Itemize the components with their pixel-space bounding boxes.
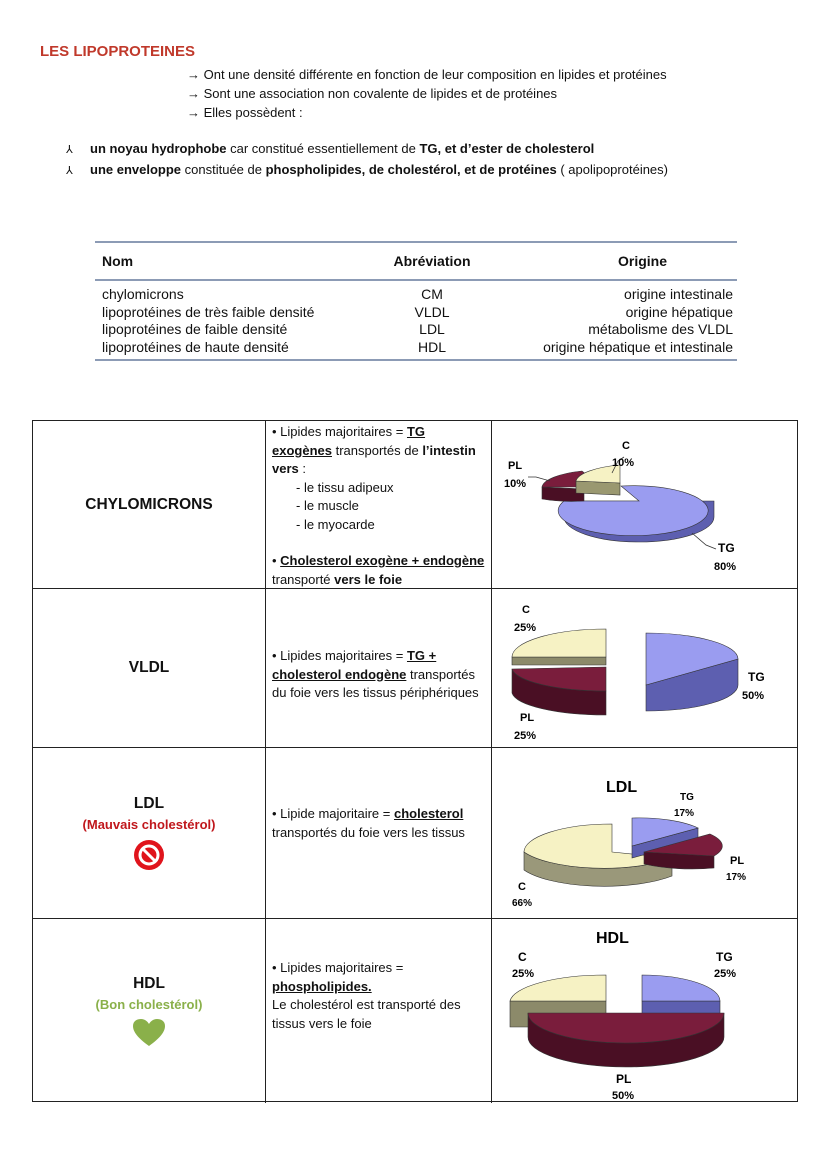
composition-list <box>66 139 668 181</box>
cell-nom: lipoprotéines de très faible densité <box>102 303 315 320</box>
chart-cell <box>492 589 797 747</box>
name-cell <box>33 748 266 918</box>
label-pl: PL <box>730 855 745 867</box>
vldl-pie-chart <box>492 589 798 748</box>
desc-strong: l’intestin vers <box>272 442 476 476</box>
target-item: - le muscle <box>296 498 359 513</box>
cell-abreviation: CM <box>421 286 443 302</box>
label-pl-value: 10% <box>504 478 527 490</box>
chart-cell <box>492 919 797 1103</box>
label-c: C <box>522 604 530 616</box>
cell-origine: origine hépatique et intestinale <box>543 338 733 355</box>
table-header <box>95 243 737 279</box>
cell-nom: chylomicrons <box>102 286 184 302</box>
hdl-subtitle: (Bon cholestérol) <box>95 996 203 1012</box>
row-name: VLDL <box>128 659 170 676</box>
description-line <box>272 423 485 479</box>
label-c-value: 66% <box>512 898 533 909</box>
bullet-marker-icon: ⅄ <box>66 165 73 177</box>
bullet-marker-icon: ⅄ <box>66 144 73 156</box>
desc-emphasis: cholesterol <box>393 806 464 821</box>
description-cell <box>266 748 492 918</box>
label-c: C <box>518 950 527 964</box>
label-pl-value: 50% <box>612 1090 635 1102</box>
row-name: HDL <box>133 974 165 992</box>
name-cell <box>33 589 266 747</box>
label-pl: PL <box>616 1072 632 1086</box>
desc-strong: vers le foie <box>334 571 403 587</box>
bullet-envelope-detail: phospholipides, de cholestérol, et de protéines <box>265 162 557 177</box>
cell-origine: origine intestinale <box>624 286 733 302</box>
label-tg: TG <box>716 950 733 964</box>
label-tg-value: 80% <box>714 561 737 573</box>
desc-emphasis: TG exogènes <box>272 424 426 458</box>
table-body <box>95 281 737 359</box>
label-tg: TG <box>718 541 735 555</box>
table-row-hdl <box>33 919 797 1103</box>
table-row <box>95 321 737 339</box>
header-origine: Origine <box>617 253 667 269</box>
label-pl: PL <box>508 460 523 472</box>
chart-cell <box>492 748 797 918</box>
desc-text: transporté <box>272 571 335 587</box>
label-c-value: 10% <box>612 457 635 469</box>
label-pl: PL <box>520 712 535 724</box>
table-row <box>95 286 737 304</box>
desc-text: • Lipides majoritaires = <box>272 424 407 439</box>
bullet-core <box>66 139 668 160</box>
cell-nom: lipoprotéines de faible densité <box>102 321 288 337</box>
label-c-value: 25% <box>512 968 535 980</box>
desc-text: • <box>272 553 281 568</box>
chart-title: HDL <box>596 930 629 947</box>
name-cell <box>33 421 266 588</box>
description-line: Le cholestérol est transporté des tissus vers le foie <box>272 997 461 1031</box>
label-pl-value: 17% <box>726 872 747 883</box>
desc-emphasis: TG + cholesterol endogène <box>272 648 437 682</box>
pie-slice-c-side <box>576 481 620 495</box>
description-line <box>272 805 485 842</box>
description-cell <box>266 919 492 1103</box>
hdl-pie-chart <box>492 919 798 1103</box>
label-tg: TG <box>748 670 765 684</box>
desc-text: • Lipides majoritaires = <box>272 648 407 663</box>
label-c-value: 25% <box>514 622 537 634</box>
pie-slice-tg <box>642 975 720 1001</box>
description-cell <box>266 421 492 588</box>
table-row-chylomicrons <box>33 421 797 589</box>
desc-text: • Lipide majoritaire = <box>272 806 394 821</box>
leader-line <box>692 533 716 549</box>
desc-text: : <box>298 461 306 476</box>
ldl-pie-chart <box>492 748 798 919</box>
bullet-envelope-term: une enveloppe <box>90 162 182 177</box>
label-tg-value: 25% <box>714 968 737 980</box>
header-abreviation: Abréviation <box>393 253 471 269</box>
no-entry-icon <box>132 838 166 872</box>
target-item: - le myocarde <box>296 516 375 532</box>
description-line <box>272 959 485 996</box>
lipoprotein-table <box>32 420 798 1102</box>
row-name: LDL <box>133 794 165 812</box>
desc-text: transportés de <box>331 442 423 458</box>
intro-line: → Ont une densité différente en fonction de leur composition en lipides et protéines <box>187 67 667 82</box>
description-line <box>272 552 485 589</box>
bullet-envelope-text: constituée de <box>181 162 266 177</box>
row-name: CHYLOMICRONS <box>85 495 213 513</box>
chart-cell <box>492 421 797 588</box>
label-c: C <box>622 440 630 452</box>
description-line <box>272 647 485 703</box>
header-nom: Nom <box>102 253 134 269</box>
label-pl-value: 25% <box>514 730 537 742</box>
page-title: LES LIPOPROTEINES <box>40 43 196 60</box>
chylomicrons-pie-chart <box>492 421 798 589</box>
bullet-core-detail: TG, et d’ester de cholesterol <box>419 141 595 156</box>
cell-origine: origine hépatique <box>625 303 733 320</box>
spacer <box>272 534 485 552</box>
name-cell <box>33 919 266 1103</box>
intro-line: → Sont une association non covalente de lipides et de protéines <box>187 86 558 101</box>
bullet-envelope-note: ( apolipoprotéines) <box>556 162 668 177</box>
bullet-core-text: car constitué essentiellement de <box>226 141 420 156</box>
cell-origine: métabolisme des VLDL <box>588 321 733 337</box>
table-row-ldl <box>33 748 797 919</box>
description-cell <box>266 589 492 747</box>
table-row-vldl <box>33 589 797 748</box>
desc-text: transportés du foie vers les tissus périphériques <box>272 666 479 700</box>
target-item: - le tissu adipeux <box>296 479 394 495</box>
leader-line <box>528 477 550 481</box>
abbreviation-table <box>95 241 737 361</box>
cell-abreviation: VLDL <box>414 303 450 320</box>
desc-emphasis: phospholipides. <box>272 978 372 994</box>
ldl-subtitle: (Mauvais cholestérol) <box>82 816 216 832</box>
label-c: C <box>518 881 526 893</box>
chart-title: LDL <box>606 779 638 796</box>
intro-list <box>187 65 667 122</box>
pie-slice-c-side <box>512 657 606 665</box>
desc-text: • Lipides majoritaires = <box>272 960 404 975</box>
bullet-envelope <box>66 160 668 181</box>
desc-emphasis: Cholesterol exogène + endogène <box>280 553 485 568</box>
heart-icon <box>132 1018 166 1048</box>
table-row <box>95 304 737 322</box>
cell-nom: lipoprotéines de haute densité <box>102 338 289 355</box>
table-rule <box>95 359 737 361</box>
cell-abreviation: LDL <box>419 321 445 337</box>
desc-text: transportés du foie vers les tissus <box>272 824 465 840</box>
table-row <box>95 339 737 357</box>
label-tg: TG <box>680 792 694 803</box>
intro-line: → Elles possèdent : <box>187 105 303 120</box>
label-tg-value: 50% <box>742 690 765 702</box>
bullet-core-term: un noyau hydrophobe <box>90 141 227 156</box>
cell-abreviation: HDL <box>417 338 446 355</box>
label-tg-value: 17% <box>674 808 695 819</box>
